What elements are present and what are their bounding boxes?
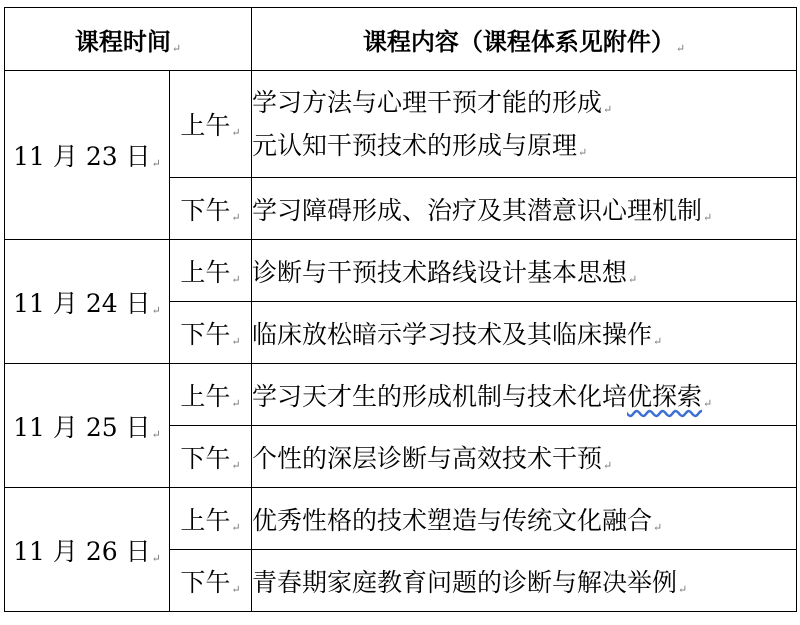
header-time-label: 课程时间 — [74, 26, 171, 56]
period-cell: 上午↵ — [170, 240, 252, 302]
paragraph-mark: ↵ — [151, 303, 161, 317]
paragraph-mark: ↵ — [703, 210, 713, 224]
spellcheck-underlined-text: 优探索 — [627, 381, 703, 411]
paragraph-mark: ↵ — [231, 272, 241, 286]
period-cell: 上午↵ — [170, 488, 252, 550]
paragraph-mark: ↵ — [151, 157, 161, 170]
paragraph-mark: ↵ — [231, 458, 241, 472]
content-cell: 优秀性格的技术塑造与传统文化融合↵ — [252, 488, 797, 550]
paragraph-mark: ↵ — [231, 396, 241, 410]
paragraph-mark: ↵ — [703, 396, 713, 410]
content-cell: 个性的深层诊断与高效技术干预↵ — [252, 426, 797, 488]
paragraph-mark: ↵ — [603, 458, 613, 472]
paragraph-mark: ↵ — [678, 582, 688, 596]
paragraph-mark: ↵ — [151, 551, 161, 565]
paragraph-mark: ↵ — [578, 146, 588, 159]
paragraph-mark: ↵ — [675, 41, 686, 55]
period-cell: 下午↵ — [170, 550, 252, 612]
content-cell: 诊断与干预技术路线设计基本思想↵ — [252, 240, 797, 302]
content-cell: 临床放松暗示学习技术及其临床操作↵ — [252, 302, 797, 364]
course-schedule-table — [4, 7, 797, 612]
content-cell: 学习方法与心理干预才能的形成↵ 元认知干预技术的形成与原理↵ — [252, 71, 797, 178]
date-cell: 11 月 23 日↵ — [5, 71, 170, 240]
table-row — [5, 240, 797, 302]
period-cell: 下午↵ — [170, 302, 252, 364]
content-cell: 青春期家庭教育问题的诊断与解决举例↵ — [252, 550, 797, 612]
paragraph-mark: ↵ — [171, 41, 182, 55]
paragraph-mark: ↵ — [151, 427, 161, 441]
paragraph-mark: ↵ — [653, 334, 663, 348]
paragraph-mark: ↵ — [653, 520, 663, 534]
table-row — [5, 364, 797, 426]
date-cell: 11 月 25 日↵ — [5, 364, 170, 488]
table-row — [5, 488, 797, 550]
paragraph-mark: ↵ — [603, 103, 613, 116]
paragraph-mark: ↵ — [231, 334, 241, 348]
period-cell: 下午↵ — [170, 178, 252, 240]
content-cell: 学习天才生的形成机制与技术化培优探索↵ — [252, 364, 797, 426]
date-cell: 11 月 24 日↵ — [5, 240, 170, 364]
header-time — [5, 8, 252, 71]
paragraph-mark: ↵ — [231, 520, 241, 534]
header-content — [252, 8, 797, 71]
period-cell: 上午↵ — [170, 71, 252, 178]
header-content-label: 课程内容（课程体系见附件） — [362, 26, 675, 56]
date-cell: 11 月 26 日↵ — [5, 488, 170, 612]
paragraph-mark: ↵ — [231, 126, 241, 139]
table-row — [5, 71, 797, 178]
paragraph-mark: ↵ — [628, 272, 638, 286]
period-cell: 下午↵ — [170, 426, 252, 488]
paragraph-mark: ↵ — [231, 210, 241, 224]
content-cell: 学习障碍形成、治疗及其潜意识心理机制↵ — [252, 178, 797, 240]
period-cell: 上午↵ — [170, 364, 252, 426]
header-row — [5, 8, 797, 71]
paragraph-mark: ↵ — [231, 582, 241, 596]
